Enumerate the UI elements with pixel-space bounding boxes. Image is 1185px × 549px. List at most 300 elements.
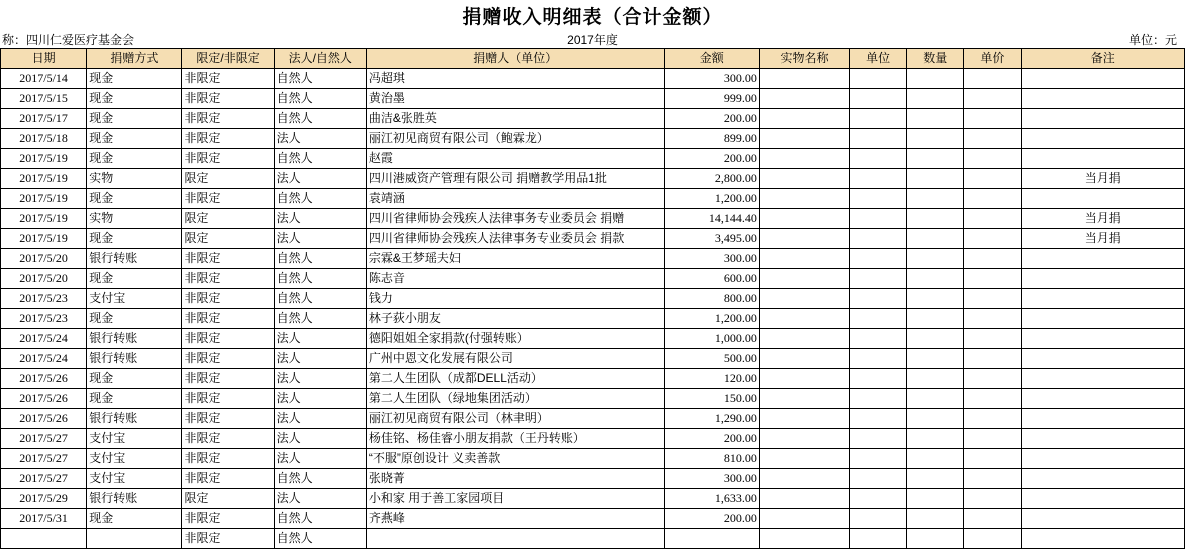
cell-price[interactable] [964, 369, 1021, 389]
cell-person-type[interactable]: 法人 [274, 369, 366, 389]
year-label: 2017年度 [567, 32, 618, 47]
table-body [1, 69, 1185, 549]
cell-remark[interactable] [1021, 269, 1185, 289]
cell-person-type[interactable]: 法人 [274, 409, 366, 429]
cell-goods-name[interactable] [759, 89, 849, 109]
cell-person-type[interactable]: 自然人 [274, 289, 366, 309]
cell-amount[interactable]: 1,633.00 [664, 489, 759, 509]
cell-price[interactable] [964, 89, 1021, 109]
cell-price[interactable] [964, 289, 1021, 309]
cell-price[interactable] [964, 529, 1021, 549]
cell-unit[interactable] [850, 169, 907, 189]
cell-goods-name[interactable] [759, 229, 849, 249]
cell-unit[interactable] [850, 269, 907, 289]
cell-restriction[interactable]: 限定 [182, 229, 274, 249]
donation-table [0, 48, 1185, 549]
cell-person-type[interactable]: 法人 [274, 489, 366, 509]
cell-amount[interactable]: 999.00 [664, 89, 759, 109]
cell-person-type[interactable]: 自然人 [274, 309, 366, 329]
table-row[interactable] [1, 369, 1185, 389]
cell-person-type[interactable]: 自然人 [274, 469, 366, 489]
table-row[interactable] [1, 169, 1185, 189]
cell-donor[interactable]: 冯超琪 [366, 69, 664, 89]
cell-remark[interactable] [1021, 409, 1185, 429]
cell-unit[interactable] [850, 229, 907, 249]
cell-price[interactable] [964, 429, 1021, 449]
cell-person-type[interactable]: 法人 [274, 349, 366, 369]
cell-restriction[interactable]: 非限定 [182, 129, 274, 149]
cell-price[interactable] [964, 509, 1021, 529]
cell-unit[interactable] [850, 369, 907, 389]
cell-quantity[interactable] [907, 149, 964, 169]
table-row[interactable] [1, 109, 1185, 129]
cell-unit[interactable] [850, 449, 907, 469]
table-row[interactable] [1, 209, 1185, 229]
table-row[interactable] [1, 129, 1185, 149]
table-row[interactable] [1, 469, 1185, 489]
table-row[interactable] [1, 269, 1185, 289]
cell-quantity[interactable] [907, 509, 964, 529]
cell-date[interactable]: 2017/5/27 [1, 429, 87, 449]
cell-remark[interactable] [1021, 369, 1185, 389]
cell-unit[interactable] [850, 89, 907, 109]
cell-goods-name[interactable] [759, 529, 849, 549]
cell-date[interactable]: 2017/5/23 [1, 309, 87, 329]
cell-remark[interactable] [1021, 69, 1185, 89]
cell-goods-name[interactable] [759, 129, 849, 149]
cell-amount[interactable]: 810.00 [664, 449, 759, 469]
cell-donation-method[interactable]: 银行转账 [87, 409, 182, 429]
cell-quantity[interactable] [907, 309, 964, 329]
cell-donor[interactable]: 张晓菁 [366, 469, 664, 489]
column-header-way: 捐赠方式 [87, 49, 182, 69]
cell-person-type[interactable]: 自然人 [274, 69, 366, 89]
cell-restriction[interactable]: 非限定 [182, 329, 274, 349]
cell-goods-name[interactable] [759, 429, 849, 449]
cell-unit[interactable] [850, 69, 907, 89]
cell-price[interactable] [964, 249, 1021, 269]
cell-goods-name[interactable] [759, 369, 849, 389]
cell-goods-name[interactable] [759, 109, 849, 129]
cell-remark[interactable] [1021, 289, 1185, 309]
cell-donation-method[interactable]: 现金 [87, 229, 182, 249]
cell-donation-method[interactable]: 现金 [87, 269, 182, 289]
cell-restriction[interactable]: 非限定 [182, 149, 274, 169]
cell-price[interactable] [964, 409, 1021, 429]
cell-person-type[interactable]: 法人 [274, 329, 366, 349]
cell-restriction[interactable]: 限定 [182, 169, 274, 189]
cell-goods-name[interactable] [759, 149, 849, 169]
cell-goods-name[interactable] [759, 389, 849, 409]
cell-donation-method[interactable]: 现金 [87, 129, 182, 149]
cell-restriction[interactable]: 非限定 [182, 529, 274, 549]
cell-quantity[interactable] [907, 429, 964, 449]
cell-remark[interactable]: 当月捐 [1021, 169, 1185, 189]
cell-remark[interactable] [1021, 489, 1185, 509]
cell-donation-method[interactable]: 现金 [87, 189, 182, 209]
cell-remark[interactable] [1021, 509, 1185, 529]
cell-person-type[interactable]: 自然人 [274, 189, 366, 209]
cell-donor[interactable]: 宗霖&王梦瑶夫妇 [366, 249, 664, 269]
cell-goods-name[interactable] [759, 409, 849, 429]
cell-unit[interactable] [850, 189, 907, 209]
cell-price[interactable] [964, 349, 1021, 369]
cell-price[interactable] [964, 129, 1021, 149]
cell-quantity[interactable] [907, 249, 964, 269]
cell-date[interactable]: 2017/5/27 [1, 449, 87, 469]
cell-amount[interactable]: 600.00 [664, 269, 759, 289]
table-row[interactable] [1, 509, 1185, 529]
table-row[interactable] [1, 429, 1185, 449]
column-header-donor: 捐赠人（单位） [366, 49, 664, 69]
cell-remark[interactable] [1021, 529, 1185, 549]
cell-person-type[interactable]: 自然人 [274, 509, 366, 529]
cell-restriction[interactable]: 非限定 [182, 409, 274, 429]
cell-donor[interactable]: 小和家 用于善工家园项目 [366, 489, 664, 509]
cell-restriction[interactable]: 非限定 [182, 449, 274, 469]
cell-restriction[interactable]: 非限定 [182, 189, 274, 209]
cell-remark[interactable] [1021, 349, 1185, 369]
cell-unit[interactable] [850, 489, 907, 509]
cell-unit[interactable] [850, 209, 907, 229]
column-header-date: 日期 [1, 49, 87, 69]
cell-restriction[interactable]: 限定 [182, 209, 274, 229]
cell-quantity[interactable] [907, 69, 964, 89]
cell-donation-method[interactable]: 支付宝 [87, 449, 182, 469]
cell-donor[interactable]: 齐燕峰 [366, 509, 664, 529]
cell-remark[interactable] [1021, 469, 1185, 489]
cell-date[interactable]: 2017/5/19 [1, 189, 87, 209]
cell-person-type[interactable]: 自然人 [274, 149, 366, 169]
organization-label: 称：四川仁爱医疗基金会 [2, 32, 135, 47]
cell-donation-method[interactable]: 现金 [87, 69, 182, 89]
cell-unit[interactable] [850, 469, 907, 489]
cell-quantity[interactable] [907, 129, 964, 149]
cell-date[interactable]: 2017/5/15 [1, 89, 87, 109]
cell-remark[interactable] [1021, 449, 1185, 469]
cell-date[interactable]: 2017/5/26 [1, 409, 87, 429]
cell-donation-method[interactable]: 银行转账 [87, 249, 182, 269]
cell-amount[interactable]: 3,495.00 [664, 229, 759, 249]
cell-amount[interactable]: 300.00 [664, 469, 759, 489]
cell-donation-method[interactable]: 现金 [87, 369, 182, 389]
cell-goods-name[interactable] [759, 189, 849, 209]
cell-date[interactable]: 2017/5/19 [1, 229, 87, 249]
table-row[interactable] [1, 149, 1185, 169]
cell-remark[interactable] [1021, 149, 1185, 169]
cell-quantity[interactable] [907, 189, 964, 209]
table-row[interactable] [1, 89, 1185, 109]
cell-date[interactable]: 2017/5/24 [1, 349, 87, 369]
cell-quantity[interactable] [907, 169, 964, 189]
cell-donation-method[interactable]: 现金 [87, 89, 182, 109]
cell-date[interactable]: 2017/5/29 [1, 489, 87, 509]
cell-quantity[interactable] [907, 289, 964, 309]
cell-goods-name[interactable] [759, 69, 849, 89]
cell-price[interactable] [964, 149, 1021, 169]
cell-donor[interactable]: 丽江初见商贸有限公司（鲍霖龙） [366, 129, 664, 149]
table-row[interactable] [1, 229, 1185, 249]
cell-goods-name[interactable] [759, 269, 849, 289]
cell-date[interactable]: 2017/5/18 [1, 129, 87, 149]
cell-date[interactable]: 2017/5/20 [1, 249, 87, 269]
cell-amount[interactable]: 200.00 [664, 109, 759, 129]
table-row[interactable] [1, 249, 1185, 269]
cell-donation-method[interactable]: 实物 [87, 209, 182, 229]
cell-goods-name[interactable] [759, 469, 849, 489]
cell-remark[interactable] [1021, 429, 1185, 449]
cell-remark[interactable] [1021, 109, 1185, 129]
cell-amount[interactable]: 200.00 [664, 509, 759, 529]
cell-amount[interactable]: 1,290.00 [664, 409, 759, 429]
cell-date[interactable]: 2017/5/24 [1, 329, 87, 349]
cell-donation-method[interactable]: 现金 [87, 389, 182, 409]
cell-person-type[interactable]: 法人 [274, 389, 366, 409]
cell-goods-name[interactable] [759, 209, 849, 229]
cell-remark[interactable] [1021, 189, 1185, 209]
cell-remark[interactable]: 当月捐 [1021, 209, 1185, 229]
cell-restriction[interactable]: 非限定 [182, 89, 274, 109]
cell-date[interactable]: 2017/5/27 [1, 469, 87, 489]
cell-donation-method[interactable]: 支付宝 [87, 429, 182, 449]
cell-quantity[interactable] [907, 229, 964, 249]
cell-date[interactable]: 2017/5/14 [1, 69, 87, 89]
table-row[interactable] [1, 389, 1185, 409]
cell-quantity[interactable] [907, 349, 964, 369]
cell-donation-method[interactable]: 银行转账 [87, 329, 182, 349]
cell-donation-method[interactable]: 现金 [87, 149, 182, 169]
cell-person-type[interactable]: 自然人 [274, 249, 366, 269]
cell-donation-method[interactable]: 现金 [87, 509, 182, 529]
cell-unit[interactable] [850, 129, 907, 149]
cell-goods-name[interactable] [759, 289, 849, 309]
cell-price[interactable] [964, 169, 1021, 189]
cell-amount[interactable]: 120.00 [664, 369, 759, 389]
cell-amount[interactable]: 1,000.00 [664, 329, 759, 349]
cell-price[interactable] [964, 389, 1021, 409]
cell-quantity[interactable] [907, 409, 964, 429]
cell-goods-name[interactable] [759, 309, 849, 329]
cell-amount[interactable]: 800.00 [664, 289, 759, 309]
cell-unit[interactable] [850, 529, 907, 549]
cell-person-type[interactable]: 法人 [274, 209, 366, 229]
cell-unit[interactable] [850, 349, 907, 369]
cell-unit[interactable] [850, 249, 907, 269]
cell-goods-name[interactable] [759, 169, 849, 189]
cell-quantity[interactable] [907, 529, 964, 549]
cell-restriction[interactable]: 限定 [182, 489, 274, 509]
column-header-limit: 限定/非限定 [182, 49, 274, 69]
cell-date[interactable]: 2017/5/23 [1, 289, 87, 309]
cell-donation-method[interactable]: 现金 [87, 309, 182, 329]
table-row[interactable] [1, 349, 1185, 369]
cell-donor[interactable]: 四川省律师协会残疾人法律事务专业委员会 捐款 [366, 229, 664, 249]
cell-amount[interactable]: 2,800.00 [664, 169, 759, 189]
cell-price[interactable] [964, 449, 1021, 469]
cell-donor[interactable]: 第二人生团队（成都DELL活动） [366, 369, 664, 389]
cell-amount[interactable]: 200.00 [664, 429, 759, 449]
cell-remark[interactable] [1021, 329, 1185, 349]
cell-donation-method[interactable]: 现金 [87, 109, 182, 129]
cell-donor[interactable]: 袁靖涵 [366, 189, 664, 209]
cell-restriction[interactable]: 非限定 [182, 269, 274, 289]
cell-donor[interactable]: 四川港威资产管理有限公司 捐赠教学用品1批 [366, 169, 664, 189]
cell-person-type[interactable]: 自然人 [274, 529, 366, 549]
cell-unit[interactable] [850, 409, 907, 429]
cell-donor[interactable]: 林子荻小朋友 [366, 309, 664, 329]
cell-date[interactable]: 2017/5/19 [1, 209, 87, 229]
cell-remark[interactable] [1021, 129, 1185, 149]
cell-donor[interactable]: “不服”原创设计 义卖善款 [366, 449, 664, 469]
cell-remark[interactable] [1021, 389, 1185, 409]
cell-restriction[interactable]: 非限定 [182, 429, 274, 449]
cell-donation-method[interactable]: 银行转账 [87, 349, 182, 369]
cell-restriction[interactable]: 非限定 [182, 469, 274, 489]
cell-amount[interactable]: 14,144.40 [664, 209, 759, 229]
cell-unit[interactable] [850, 329, 907, 349]
cell-price[interactable] [964, 489, 1021, 509]
cell-quantity[interactable] [907, 109, 964, 129]
unit-label: 单位：元 [1128, 32, 1177, 47]
cell-person-type[interactable]: 法人 [274, 449, 366, 469]
cell-date[interactable]: 2017/5/26 [1, 369, 87, 389]
cell-date[interactable]: 2017/5/31 [1, 509, 87, 529]
cell-donor[interactable]: 杨佳铭、杨佳睿小朋友捐款（王丹转账） [366, 429, 664, 449]
cell-date[interactable]: 2017/5/19 [1, 169, 87, 189]
table-row[interactable] [1, 329, 1185, 349]
cell-restriction[interactable]: 非限定 [182, 109, 274, 129]
cell-quantity[interactable] [907, 269, 964, 289]
cell-person-type[interactable]: 法人 [274, 169, 366, 189]
cell-quantity[interactable] [907, 89, 964, 109]
table-row[interactable] [1, 449, 1185, 469]
cell-donation-method[interactable] [87, 529, 182, 549]
cell-price[interactable] [964, 109, 1021, 129]
cell-restriction[interactable]: 非限定 [182, 369, 274, 389]
cell-price[interactable] [964, 469, 1021, 489]
cell-price[interactable] [964, 269, 1021, 289]
table-header-row [1, 49, 1185, 69]
cell-amount[interactable]: 200.00 [664, 149, 759, 169]
cell-unit[interactable] [850, 289, 907, 309]
cell-goods-name[interactable] [759, 329, 849, 349]
cell-donor[interactable]: 丽江初见商贸有限公司（林聿明） [366, 409, 664, 429]
cell-remark[interactable] [1021, 309, 1185, 329]
table-row[interactable] [1, 409, 1185, 429]
cell-goods-name[interactable] [759, 509, 849, 529]
cell-unit[interactable] [850, 109, 907, 129]
page-title: 捐赠收入明细表（合计金额） [462, 6, 723, 28]
cell-goods-name[interactable] [759, 489, 849, 509]
cell-donor[interactable]: 黄治墨 [366, 89, 664, 109]
cell-amount[interactable]: 500.00 [664, 349, 759, 369]
cell-remark[interactable]: 当月捐 [1021, 229, 1185, 249]
cell-donation-method[interactable]: 银行转账 [87, 489, 182, 509]
cell-quantity[interactable] [907, 449, 964, 469]
table-row[interactable] [1, 309, 1185, 329]
table-row[interactable] [1, 529, 1185, 549]
cell-person-type[interactable]: 法人 [274, 229, 366, 249]
cell-amount[interactable]: 1,200.00 [664, 189, 759, 209]
cell-restriction[interactable]: 非限定 [182, 309, 274, 329]
cell-person-type[interactable]: 法人 [274, 129, 366, 149]
cell-price[interactable] [964, 69, 1021, 89]
cell-price[interactable] [964, 209, 1021, 229]
cell-quantity[interactable] [907, 489, 964, 509]
cell-donor[interactable]: 第二人生团队（绿地集团活动） [366, 389, 664, 409]
cell-unit[interactable] [850, 509, 907, 529]
cell-amount[interactable]: 899.00 [664, 129, 759, 149]
cell-restriction[interactable]: 非限定 [182, 69, 274, 89]
table-row[interactable] [1, 69, 1185, 89]
cell-donor[interactable]: 钱力 [366, 289, 664, 309]
cell-donor[interactable]: 德阳姐姐全家捐款(付强转账） [366, 329, 664, 349]
cell-date[interactable]: 2017/5/19 [1, 149, 87, 169]
cell-donation-method[interactable]: 支付宝 [87, 289, 182, 309]
cell-donation-method[interactable]: 实物 [87, 169, 182, 189]
cell-person-type[interactable]: 法人 [274, 429, 366, 449]
cell-remark[interactable] [1021, 249, 1185, 269]
cell-donor[interactable] [366, 529, 664, 549]
cell-restriction[interactable]: 非限定 [182, 249, 274, 269]
cell-unit[interactable] [850, 429, 907, 449]
cell-amount[interactable]: 1,200.00 [664, 309, 759, 329]
cell-amount[interactable]: 150.00 [664, 389, 759, 409]
cell-restriction[interactable]: 非限定 [182, 349, 274, 369]
cell-date[interactable]: 2017/5/26 [1, 389, 87, 409]
cell-date[interactable]: 2017/5/20 [1, 269, 87, 289]
cell-date[interactable] [1, 529, 87, 549]
table-row[interactable] [1, 189, 1185, 209]
cell-price[interactable] [964, 309, 1021, 329]
cell-amount[interactable] [664, 529, 759, 549]
cell-amount[interactable]: 300.00 [664, 249, 759, 269]
table-row[interactable] [1, 489, 1185, 509]
cell-quantity[interactable] [907, 469, 964, 489]
cell-unit[interactable] [850, 149, 907, 169]
cell-donor[interactable]: 赵霞 [366, 149, 664, 169]
cell-unit[interactable] [850, 309, 907, 329]
cell-quantity[interactable] [907, 369, 964, 389]
cell-donor[interactable]: 四川省律师协会残疾人法律事务专业委员会 捐赠 [366, 209, 664, 229]
cell-person-type[interactable]: 自然人 [274, 89, 366, 109]
cell-amount[interactable]: 300.00 [664, 69, 759, 89]
cell-restriction[interactable]: 非限定 [182, 389, 274, 409]
cell-donor[interactable]: 曲洁&张胜英 [366, 109, 664, 129]
cell-quantity[interactable] [907, 209, 964, 229]
cell-unit[interactable] [850, 389, 907, 409]
cell-date[interactable]: 2017/5/17 [1, 109, 87, 129]
cell-donation-method[interactable]: 支付宝 [87, 469, 182, 489]
cell-goods-name[interactable] [759, 249, 849, 269]
cell-donor[interactable]: 陈志音 [366, 269, 664, 289]
cell-quantity[interactable] [907, 329, 964, 349]
cell-restriction[interactable]: 非限定 [182, 289, 274, 309]
table-row[interactable] [1, 289, 1185, 309]
cell-price[interactable] [964, 229, 1021, 249]
meta-row [0, 30, 1185, 48]
cell-donor[interactable]: 广州中恩文化发展有限公司 [366, 349, 664, 369]
cell-restriction[interactable]: 非限定 [182, 509, 274, 529]
cell-remark[interactable] [1021, 89, 1185, 109]
cell-person-type[interactable]: 自然人 [274, 269, 366, 289]
cell-price[interactable] [964, 189, 1021, 209]
cell-goods-name[interactable] [759, 449, 849, 469]
cell-person-type[interactable]: 自然人 [274, 109, 366, 129]
cell-quantity[interactable] [907, 389, 964, 409]
cell-price[interactable] [964, 329, 1021, 349]
cell-goods-name[interactable] [759, 349, 849, 369]
